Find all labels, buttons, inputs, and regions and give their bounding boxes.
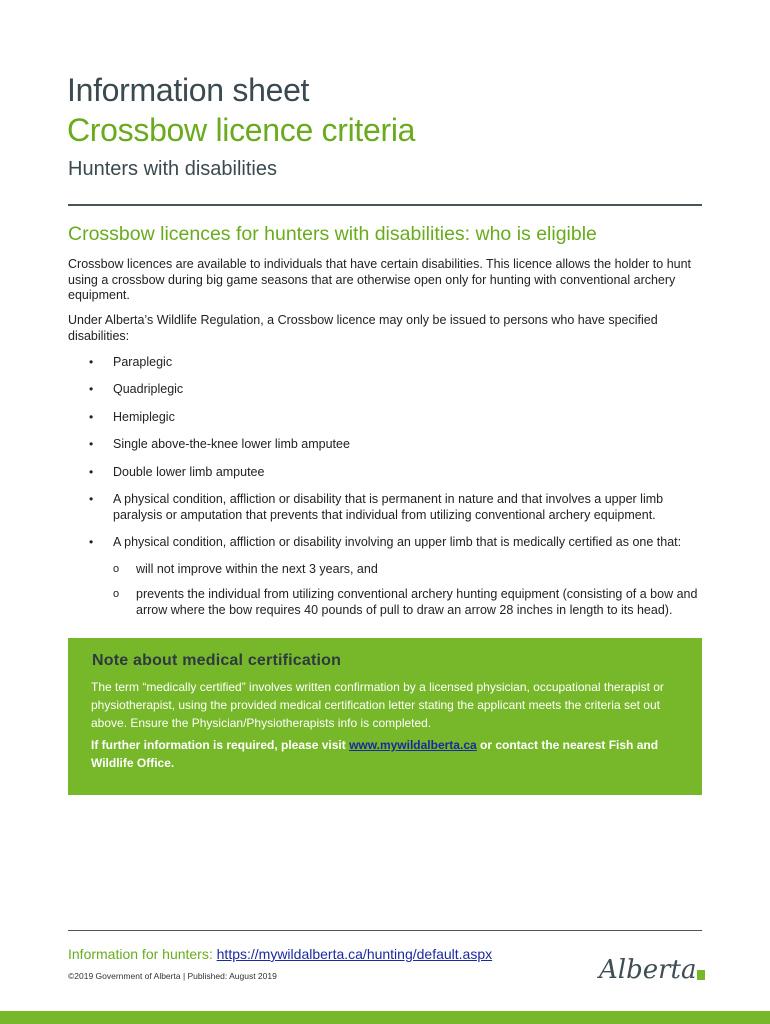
list-item: • Single above-the-knee lower limb amputee [89, 437, 350, 451]
section-heading: Crossbow licences for hunters with disabilities: who is eligible [68, 223, 597, 245]
list-item: • Quadriplegic [89, 382, 184, 396]
list-item: • Hemiplegic [89, 410, 175, 424]
note-call-to-action: If further information is required, please visit www.mywildalberta.ca or contact the nearest Fish and Wildlife Office. [91, 738, 659, 770]
hunting-info-link[interactable]: https://mywildalberta.ca/hunting/default.aspx [216, 946, 493, 962]
header-divider [68, 204, 702, 206]
page-subtitle-main: Crossbow licence criteria [67, 112, 416, 148]
footer-info: Information for hunters: https://mywildalberta.ca/hunting/default.aspx [68, 946, 493, 962]
bullet-icon: • [89, 492, 94, 506]
circle-bullet-icon: o [113, 588, 120, 600]
footer-divider [68, 930, 702, 931]
list-item: • Paraplegic [89, 355, 173, 369]
bullet-icon: • [89, 382, 94, 396]
copyright: ©2019 Government of Alberta | Published: August 2019 [68, 971, 277, 981]
note-body: The term “medically certified” involves written confirmation by a licensed physician, occupational therapist or physiotherapist, using the provided medical certification letter stating the applicant meets the criteria set out above. Ensure the Physician/Physiotherapists info is completed. [91, 680, 664, 730]
sub-list-item: o prevents the individual from utilizing conventional archery hunting equipment (consisting of a bow and arrow where the bow requires 40 pounds of pull to draw an arrow 28 inches in length to its head). [113, 587, 698, 617]
bullet-icon: • [89, 355, 94, 369]
mywildalberta-link[interactable]: www.mywildalberta.ca [349, 738, 477, 752]
bullet-icon: • [89, 465, 94, 479]
intro-paragraph: Crossbow licences are available to individuals that have certain disabilities. This licence allows the holder to hunt using a crossbow during big game seasons that are otherwise open only for hunting with conventional archery equipment. [68, 257, 692, 302]
page-title: Information sheet [67, 72, 310, 108]
list-item: • Double lower limb amputee [89, 465, 265, 479]
alberta-logo [597, 950, 707, 990]
circle-bullet-icon: o [113, 563, 120, 575]
regulation-paragraph: Under Alberta’s Wildlife Regulation, a Crossbow licence may only be issued to persons who have specified disabilities: [68, 313, 658, 343]
page-subtitle: Hunters with disabilities [68, 158, 277, 180]
bottom-accent-bar [0, 1011, 770, 1024]
bullet-icon: • [89, 437, 94, 451]
alberta-logo-mark [697, 970, 705, 980]
medical-certification-note [68, 638, 702, 795]
bullet-icon: • [89, 535, 94, 549]
note-title: Note about medical certification [92, 652, 342, 669]
alberta-logo-text: Alberta [599, 955, 697, 985]
bullet-icon: • [89, 410, 94, 424]
list-item: • A physical condition, affliction or disability involving an upper limb that is medically certified as one that: [89, 535, 682, 549]
list-item: • A physical condition, affliction or disability that is permanent in nature and that involves a upper limb paralysis or amputation that prevents that individual from utilizing conventional archery equipment. [89, 492, 664, 522]
sub-list-item: o will not improve within the next 3 years, and [113, 562, 378, 576]
